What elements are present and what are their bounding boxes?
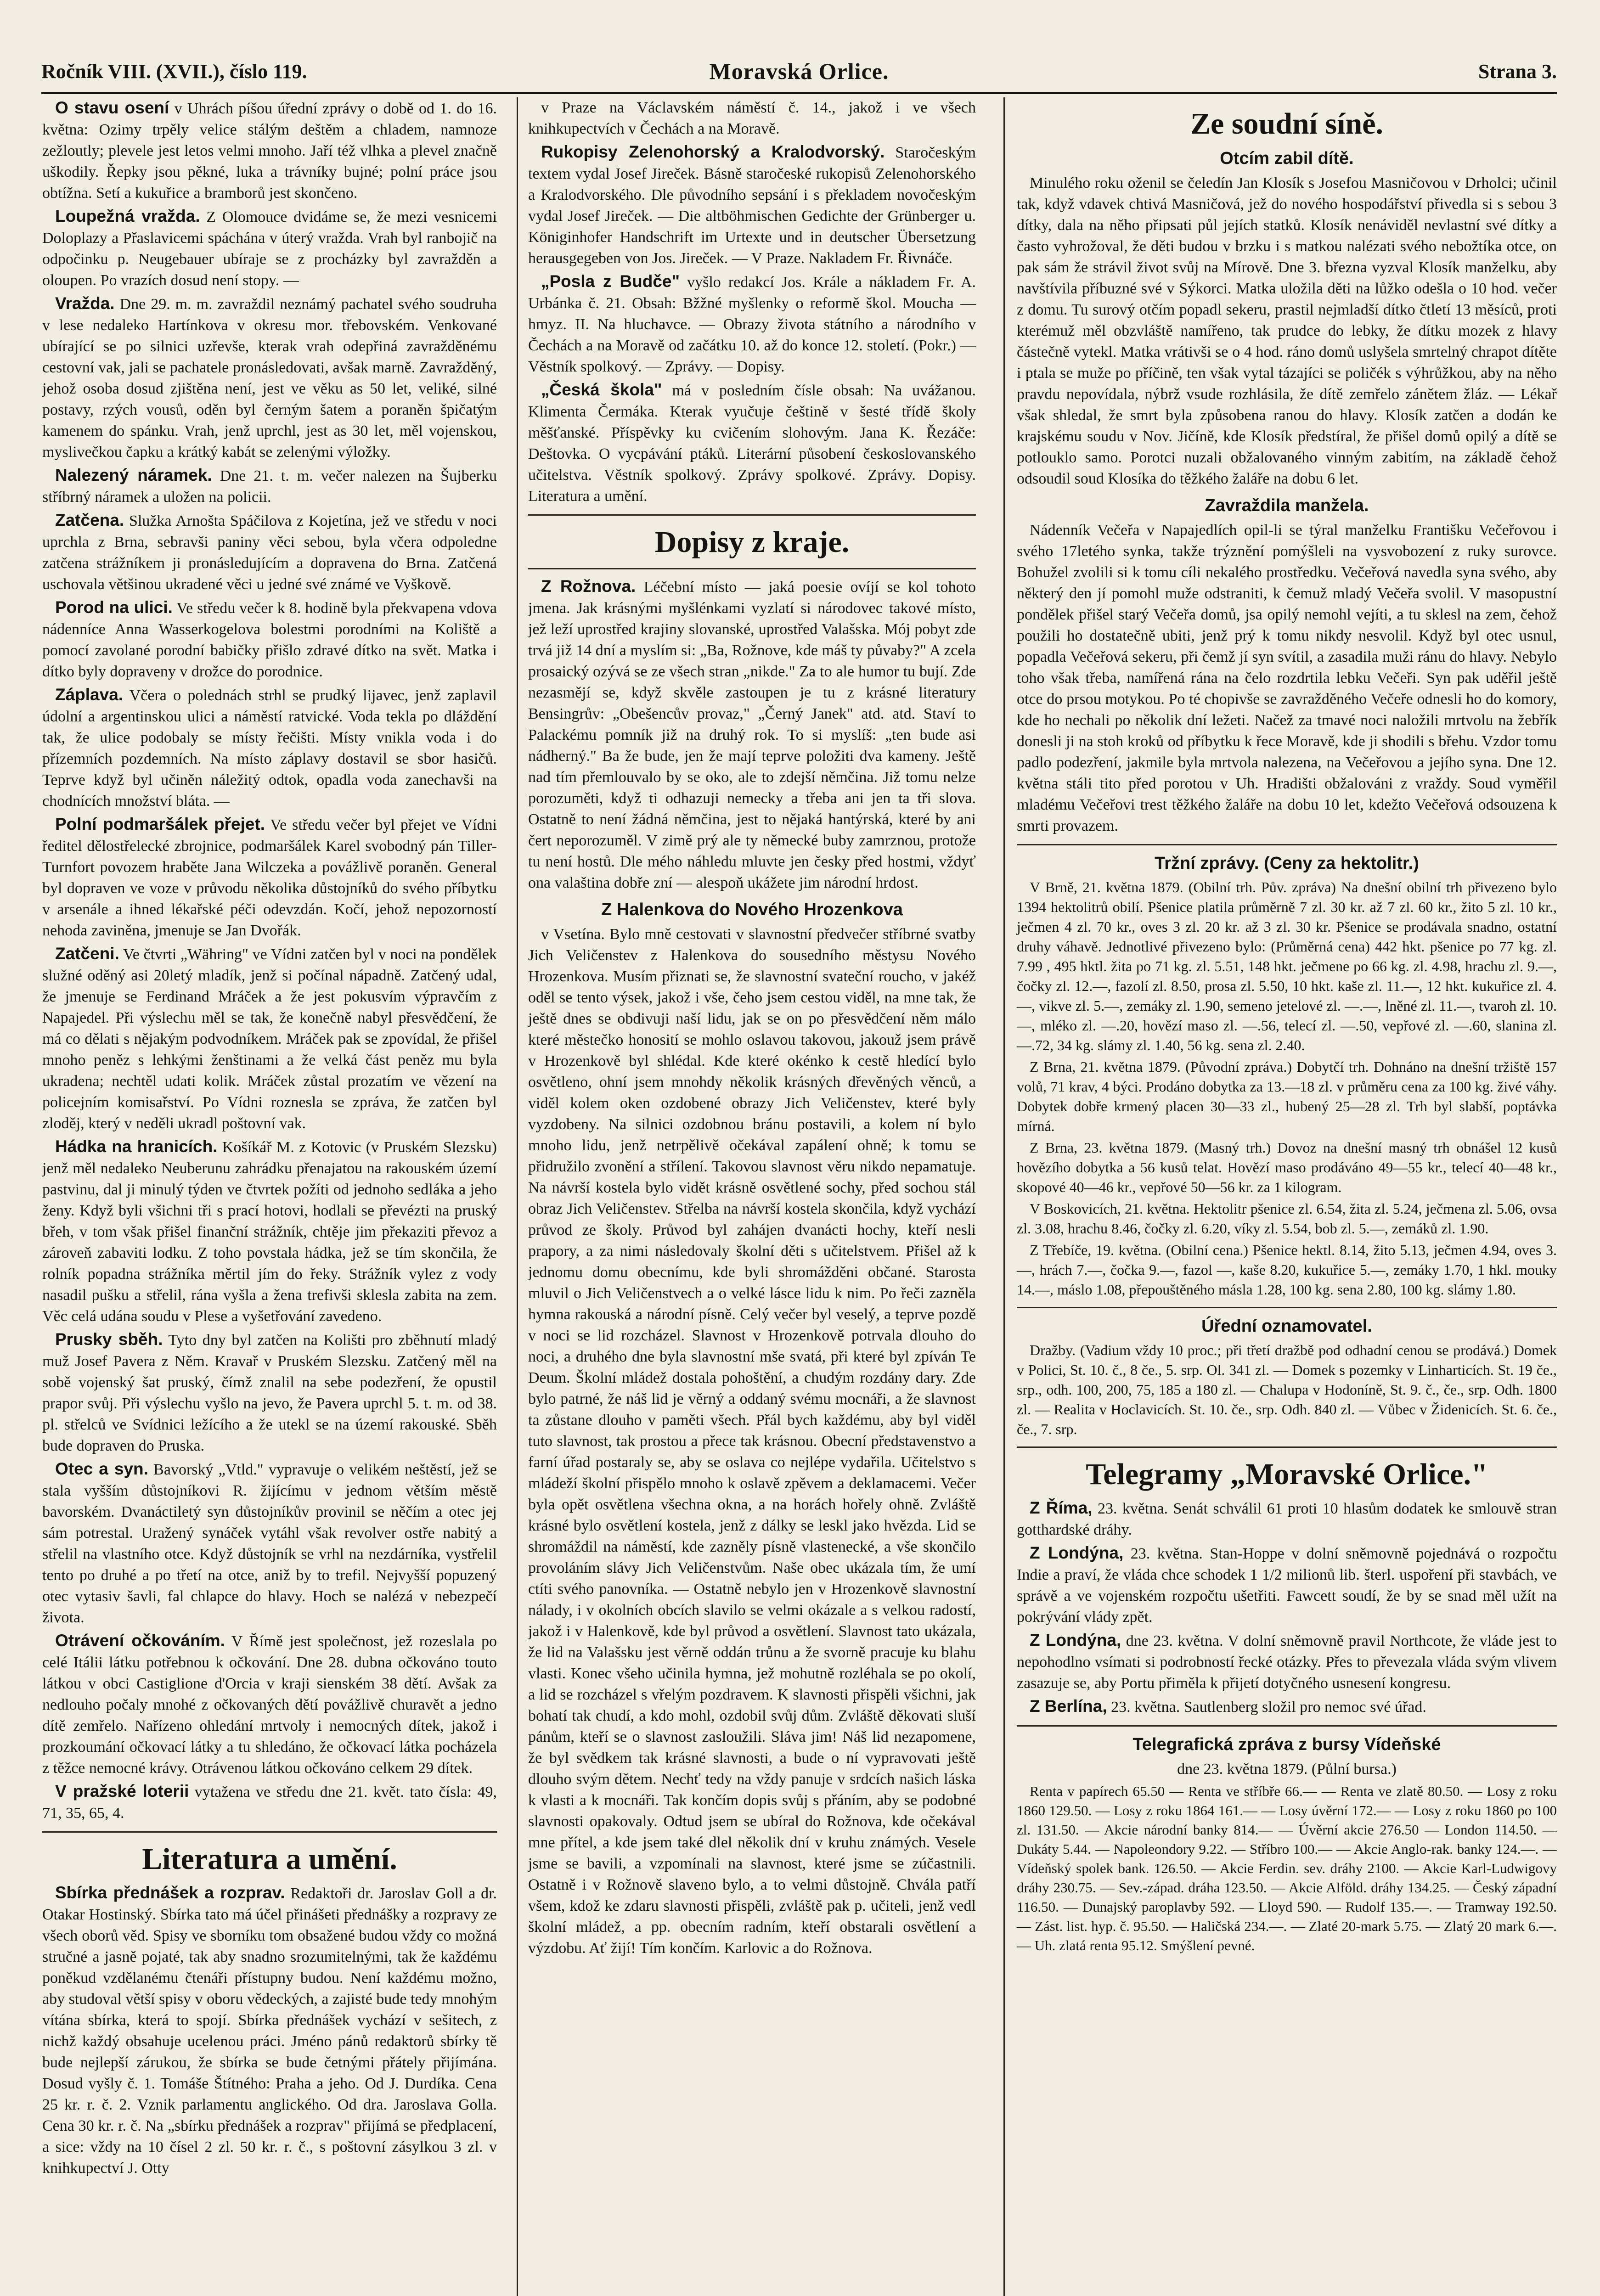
telegram-item: Z Londýna, dne 23. května. V dolní sněmovně pravil Northcote, že vláde jest to nepohodlno vsímati si podrobností řecké otázky. Přes to převezala vláda svým vlivem zasazuje se, aby Portu přiměla k přijetí dotyčného usnesení kongresu. xyxy=(1017,1631,1557,1692)
letter-item: v Vsetína. Bylo mně cestovati v slavnostní předvečer stříbrné svatby Jich Veličenstev z Halenkova do sousedního městysu Nového Hrozenkova. Musím přiznati se, že slavnostní svateční roucho, v jakéž oděl se tento výsek, jakož i vše, čeho jsem cestou viděl, na mne tak, že ještě dnes se obdivuji naší lidu, jak se on po přesvědčení něm málo které městečko honosití se mohlo oslavou takovou, jakouž jsem právě v Hrozenkově byl shlédal. Kde které okénko k cestě hledící bylo osvětleno, ohní jsem mnohdy několik krásných dřevěných věnců, a viděl kolem oken ozdobené obrazy Jich Veličenstev, které byly vyzdobeny. Na silnici ozdobnou bránu postavili, a kolem ní bylo mnoho lidu, jenž netrpělivě očekával zapálení ohně; k tomu se přidružilo zvonění a střílení. Takovou slavnost věru nikdo nepamatuje. Na návrší kostela bylo vidět krásně osvětlené sochy, před sochou stál obraz Jich Veličenstev. Střelba na návrší kostela skončila, když vychází průvod ze školy. Průvod byl zahájen dvanácti hochy, kteří nesli prapory, a za nimi následovaly školní děti s učitelstvem. Přišel až k jednomu domu obecnímu, kde byli shromážděni občané. Starosta mluvil o Jich Veličenstvech a o velké lásce lidu k nim. Po řeči zazněla hymna rakouská a národní písně. Celý večer byl veselý, a teprve pozdě v noci se lid rozcházel. Slavnost v Hrozenkově potrvala dlouho do noci, a druhého dne byla slavnostní mše svatá, při které byl zpíván Te Deum. Školní mládež dostala pohoštění, a chudým rozdány dary. Zde bylo patrné, že náš lid je věrný a oddaný svému mocnáři, a že slavnost ta zůstane dlouho v paměti všech. Přál bych každému, aby byl viděl tuto slavnost, tak prostou a přece tak krásnou. Obecní představenstvo a farní úřad postaraly se, aby se oslava co nejlépe vydařila. Učitelstvo s mládeží školní přispělo mnoho k oslavě zpěvem a deklamacemi. Večer byla opět osvětlena všechna okna, a na horách hořely ohně. Zvláště krásné bylo osvětlení kostela, jenž z dálky se leskl jako hvězda. Lid se shromáždil na náměstí, kde zazněly písně vlastenecké, a vše skončilo provoláním slávy Jich Veličenstvům. Naše obec ukázala tím, že umí ctíti svého panovníka. — Ostatně nebylo jen v Hrozenkově slavnostní nálady, i v okolních obcích slavilo se velmi okázale a s velkou radostí, jakož i v Halenkově, kde byl průvod a osvětlení. Slavnost tato ukázala, že lid na Valašsku jest věrně oddán trůnu a že svorně pracuje ku blahu vlasti. Konec všeho učinila hymna, jež mohutně rozléhala se po okolí, a lid se rozcházel s vřelým pozdravem. K slavnosti přispěli všichni, jak bohatí tak chudí, a kdo mohl, ozdobil svůj dům. Zvláště děkovati sluší pánům, kteří se o slavnost zasloužili. Sláva jim! Náš lid nezapomene, že byl svědkem tak krásné slavnosti, a bude o ní vypravovati ještě dlouho svým dětem. Nechť tedy na vždy panuje v srdcích našich láska k vlasti a k mocnáři. Tak končím dopis svůj s přáním, aby se podobné slavnosti opakovaly. Odtud jsem se ubíral do Rožnova, kde očekával mne přítel, a kde jsem také dlel několik dní v kruhu známých. Vesele jsme se bavili, a vzpomínali na slavnost, které jsme se zúčastnili. Ostatně i v Rožnově slaveno bylo, a to velmi důstojně. Chvála patří všem, kdož ke zdaru slavnosti přispěli, zvláště pak p. učiteli, jenž vedl školní mládež, a pp. obecním radním, kteří obstarali osvětlení a výzdobu. Ať žijí! Tím končím. Karlovic a do Rožnova. xyxy=(528,926,976,1957)
news-item: Záplava. Včera o polednách strhl se prudký lijavec, jenž zaplavil údolní a argentinskou ulici a náměstí ratvické. Voda tekla po dláždění tak, že ulice podobaly se místy řečišti. Místy vnikla voda i do přízemních pozdemních. Na místo záplavy dostavil se sbor hasičů. Teprve když byl učiněn náležitý odtok, opadla voda zanechavši na chodnících množství bláta. — xyxy=(42,685,497,810)
section-divider xyxy=(528,514,976,516)
court-item: Minulého roku oženil se čeledín Jan Klosík s Josefou Masničovou v Drholci; učinil tak, když vdavek chtivá Masničová, jež do nového hospodářství přivedla si s sebou 3 dítky, dala na něho připsati půl jejích statků. Klosík nenáviděl nevlastní své dítky a často vyhrožoval, že děti budou v brzku i s matkou nalézati svého nebožtíka otce, on pak sám že strávil život svůj na Mírově. Dne 3. března vyzval Klosík manželku, aby navštívila příbuzné své v Sýkorci. Matka uložila děti na lůžko odešla o 10 hod. večer z domu. Tu surový otčím popadl sekeru, prastil nejmladší dítko čtletí 13 měsíců, proti kterémuž měl obzvláště namířeno, tak prudce do lebky, že dítku mozek z hlavy částečně vytekl. Matka vrátivši se o 4 hod. ráno domů uslyšela smrtelný chrapot dítěte i ptala se muže po příčině, ten však vytal tázajíci se poličék s výhrůžkou, aby na něho pravdu nepovídala, nýbrž vsude rozhlásila, že dítě zemřelo zánětem žláz. — Lékař však shledal, že smrt byla způsobena ranou do hlavy. Klosík zatčen a dodán ke krajskému soudu v Nov. Jičíně, kde Klosík předstíral, že přišel domů opilý a dítě se potlouklo samo. Porotci nuzali obžalovaného vinným zabitím, na základě čehož odsoudil soud Klosíka do těžkého žaláře na dobu 6 let. xyxy=(1017,174,1557,487)
news-item: O stavu osení v Uhrách píšou úřední zprávy o době od 1. do 16. května: Ozimy trpěly velice stálým deštěm a chladem, namnoze zežloutly; plevele jest letos velmi mnoho. Jaří též vlhka a plevel značně uškodily. Řepky jsou pěkné, luka a trávníky bujné; polní práce jsou obtížna. Setí a kukuřice a bramborů jest skončeno. xyxy=(42,98,497,202)
news-item: Prusky sběh. Tyto dny byl zatčen na Kolišti pro zběhnutí mladý muž Josef Pavera z Něm. Kravař v Pruském Slezsku. Zatčený měl na sobě vojenský šat pruský, čímž znalil na sebe podezření, že opustil prapor svůj. Při výslechu vyšlo na jevo, že Pavera uprchl 5. t. m. od 38. pl. střelců ve Svídnici ležícího a že utekl se na území rakouské. Sběh bude dopraven do Pruska. xyxy=(42,1330,497,1454)
news-item: Polní podmaršálek přejet. Ve středu večer byl přejet ve Vídni ředitel dělostřelecké zbrojnice, podmaršálek Karel svobodný pán Tiller-Turnfort povozem hraběte Jana Wilczeka a povážlivě poraněn. General byl dopraven ve voze v průvodu několika důstojníků do svého příbytku v arsenále a ihned lékařské péči odevzdán. Kočí, jehož nepozorností nehoda zaviněna, jmenuje se Jan Dvořák. xyxy=(42,815,497,939)
issue-number: Ročník VIII. (XVII.), číslo 119. xyxy=(41,60,307,83)
news-item: Hádka na hranicích. Košíkář M. z Kotovic (v Pruském Slezsku) jenž měl nedaleko Neuberunu zahrádku přenajatou na rakouském území pastvinu, dal ji minulý týden ve čtvrtek požíti od jednoho sedláka a jeho ženy. Když byli všichni tři s prací hotovi, hodlali se převézti na pruský břeh, v tom však přišel finanční strážník, chtěje jim překaziti převoz a zároveň zabaviti lodku. Z toho povstala hádka, jež se tím skončila, že rolník popadna strážníka měrtil jím do řeky. Strážník vylez z vody nasadil pušku a střelil, rána vyšla a žena trefivši sklesla zabita na zem. Věc celá udána soudu v Plese a vyšetřování zavedeno. xyxy=(42,1137,497,1325)
literature-item: Sbírka přednášek a rozprav. Redaktoři dr. Jaroslav Goll a dr. Otakar Hostinský. Sbírka tato má účel přinášeti přednášky a rozpravy ze všech oborů věd. Spisy ve sborníku tom obsažené budou vždy co možná stručné a jasně pojaté, tak aby snadno srozumitelnými, tak že každému poněkud vzdělanému čtenáři přístupny budou. Není každému možno, aby studoval větší spisy v oboru vědeckých, a zajisté bude tedy mnohým vítána sbírka, která to spojí. Sbírka přednášek vychází v sešitech, z nichž každý obsahuje ucelenou práci. Jméno pánů redaktorů sbírky tě bude nejlepší zárukou, že sbírka se bude četnými přátely přijímána. Dosud vyšly č. 1. Tomáše Štítného: Praha a jeho. Od J. Durdíka. Cena 25 kr. r. č. 2. Vznik parlamentu anglického. Od dra. Jaroslava Golla. Cena 30 kr. r. č. Na „sbírku přednášek a rozprav" přijímá se předplacení, a sice: vždy na 10 čísel 2 zl. 50 kr. r. č., s poštovní zásylkou 3 zl. v knihkupectví J. Otty xyxy=(42,1883,497,2177)
literature-item: „Česká škola" má v posledním čísle obsah: Na uvážanou. Klimenta Čermáka. Kterak vyučuje češtině v šesté třídě školy měšťanské. Příspěvky ku cvičením slohovým. Jana K. Řezáče: Deštovka. O vycpávání ptáků. Literární působení českoslovanského učitelstva. Věstník spolkový. Zprávy spolkové. Zprávy. Dopisy. Literatura a umění. xyxy=(528,380,976,505)
news-item: Otec a syn. Bavorský „Vtld." vypravuje o velikém neštěstí, jež se stala vyšším důstojníkovi R. žijícímu v jednom větším městě bavorském. Dvanáctiletý syn důstojníkův provinil se něčím a otec jej sám potrestal. Uražený synáček vytáhl však revolver ostře nabitý a střelil na vlastního otce. Když důstojník se vrhl na nezdárníka, vystřelil tento po druhé a po třetí na otce, aniž by to trefil. Nejvyšší popuzený otec vytasiv šavli, fal chlapce do hlavy. Hoch se nalézá v nebezpečí života. xyxy=(42,1459,497,1626)
section-divider xyxy=(528,568,976,569)
section-divider xyxy=(42,1831,497,1833)
court-section-title: Ze soudní síně. xyxy=(1190,107,1383,141)
letters-section-title: Dopisy z kraje. xyxy=(654,525,850,559)
page-number: Strana 3. xyxy=(1478,60,1557,83)
market-report: V Boskovicích, 21. května. Hektolitr pšenice zl. 6.54, žita zl. 5.24, ječmena zl. 5.06, ovsa zl. 3.08, hrachu 8.46, čočky zl. 6.20, víky zl. 5.54, bob zl. 5.—, zemáků zl. 1.90. xyxy=(1017,1200,1557,1237)
news-item: Zatčena. Služka Arnošta Spáčilova z Kojetína, jež ve středu v noci uprchla z Brna, sebravši paniny věci sebou, byla včera odpoledne zatčena strážníkem ji pronásledujícím a dopravena do Brna. Zatčená uschovala většinou ukradené věci u jedné své známé ve Vyškově. xyxy=(42,511,497,593)
market-report: V Brně, 21. května 1879. (Obilní trh. Pův. zpráva) Na dnešní obilní trh přivezeno bylo 1394 hektolitrů obilí. Pšenice platila průměrně 7 zl. 30 kr. až 7 zl. 60 kr., žito 5 zl. 10 kr., ječmen 4 zl. 70 kr., oves 3 zl. 20 kr. až 3 zl. 30 kr. Pšenice se prodávala snadno, ostatní druhy váhavě. Jednotlivé přivezeno bylo: (Průměrná cena) 442 hkt. pšenice po 77 kg. zl. 7.99 , 495 hktl. žita po 71 kg. zl. 5.51, 148 hkt. ječmene po 66 kg. zl. 4.98, hrachu zl. 9.—, čočky zl. 12.—, fazolí zl. 8.50, prosa zl. 5.50, 10 hkt. kaše zl. 11.—, 12 hkt. kukuřice zl. 4.—, vikve zl. 5.—, zemáky zl. 1.90, semeno jetelové zl. —.—, lněné zl. 11.—, tvaroh zl. 10.—, mléko zl. —.20, hovězí maso zl. —.56, telecí zl. —.50, vepřové zl. —.60, slanina zl. —.72, 34 kg. slámy zl. 1.40, 56 kg. sena zl. 2.40. xyxy=(1017,879,1557,1053)
official-notices-title: Úřední oznamovatel. xyxy=(1201,1317,1372,1336)
news-item: V pražské loterii vytažena ve středu dne 21. květ. tato čísla: 49, 71, 35, 65, 4. xyxy=(42,1782,497,1822)
news-item: Porod na ulici. Ve středu večer k 8. hodině byla překvapena vdova nádenníce Anna Wasserkogelova bolestmi porodními na Koliště a pomocí zavolané porodní babičky přišlo zdravé dítko na svět. Matka i dítko byly dopraveny v drožce do porodnice. xyxy=(42,598,497,680)
literature-item: Rukopisy Zelenohorský a Kralodvorský. Staročeským textem vydal Josef Jireček. Básně staročeské rukopisů Zelenohorského a Kralodvorského. Dle původního sepsání i s překladem novočeským vydal Josef Jireček. — Die altböhmischen Gedichte der Grünberger u. Königinhofer Handschrift im Urtexte und in deutscher Übersetzung herausgegeben von Jos. Jireček. — V Praze. Nakladem Fr. Řivnáče. xyxy=(528,142,976,267)
literature-continued: v Praze na Václavském náměstí č. 14., jakož i ve všech knihkupectvích v Čechách a na Moravě. xyxy=(528,99,976,137)
market-section-title: Tržní zprávy. (Ceny za hektolitr.) xyxy=(1155,854,1419,873)
section-divider xyxy=(1017,844,1557,845)
telegrams-section-title: Telegramy „Moravské Orlice." xyxy=(1086,1458,1488,1491)
section-divider xyxy=(1017,1725,1557,1727)
letter-item: Z Rožnova. Léčební místo — jaká poesie ovíjí se kol tohoto jmena. Jak krásnými myšlénkami vyzlatí si národovec takové místo, jež leží uprostřed krajiny slovanské, uprostřed Valašska. Mój pobyt zde trvá již 14 dní a myslím si: „Ba, Rožnove, kde máš ty půvaby?" A zcela prosaický ozývá se ze všech stran „nikde." Za to ale humor tu bují. Zde nezasmějí se, když skvěle zastoupen je tu z krásné literatury Bensingrův: „Obešencův provaz," „Černý Janek" atd. atd. Staví to Palackému pomník již na druhý rok. To si myslíš: „ten bude asi nádherný." Ba že bude, jen že mají teprve položiti dva kameny. Ještě nad tím přemlouvalo by se oko, ale to zdejší němčina. Již tomu nelze porozuměti, když ti odhazuji nemecky a třeba ani jen ta tři slova. Ostatně to není žádná němčina, jest to nějaká hantýrská, které by ani čert neporozuměl. V zimě prý ale ty německé buby zamrznou, protože tu není hostů. Dle mého náhledu mluvte jen česky před hostmi, vždyť ona valaština dobře zní — alespoň ukážete jim národní hrdost. xyxy=(528,577,976,891)
news-item: Vražda. Dne 29. m. m. zavraždil neznámý pachatel svého soudruha v lese nedaleko Hartínkova v okresu mor. třebovském. Venkované ubírající se po silnici uzřevše, kterak vrah odepřiná zavražděnému cestovní vak, jali se pachatele pronásledovati, avšak marně. Zavražděný, jehož osoba dosud zjištěna není, jest ve věku as 50 let, veliké, silné postavy, rzých vousů, oděn byl černým šatem a poraněn špičatým kamenem do spánku. Vrah, jenž uprchl, jest as 30 let, měl vojenskou, myslivečkou čapku a krátký kabát se zelenými výložky. xyxy=(42,294,497,461)
market-report: Z Brna, 23. května 1879. (Masný trh.) Dovoz na dnešní masný trh obnášel 12 kusů hovězího dobytka a 56 kusů telat. Hovězí maso prodáváno 49—55 kr., telecí 40—48 kr., skopové 40—46 kr., vepřové 50—56 kr. za 1 kilogram. xyxy=(1017,1139,1557,1195)
letter-heading: Z Halenkova do Nového Hrozenkova xyxy=(601,900,903,919)
stock-exchange-report: Renta v papírech 65.50 — Renta ve stříbře 66.— — Renta ve zlatě 80.50. — Losy z roku 1860 129.50. — Losy z roku 1864 161.— — Losy úvěrní 172.— — Losy z roku 1860 po 100 zl. 131.50. — Akcie národní banky 814.— — Úvěrní akcie 276.50 — London 114.50. — Dukáty 5.44. — Napoleondory 9.22. — Stříbro 100.— — Akcie Anglo-rak. banky 124.—. — Vídeňský spolek bank. 126.50. — Akcie Ferdin. sev. dráhy 2100. — Akcie Karl-Ludwigovy dráhy 230.75. — Sev.-západ. dráha 123.50. — Akcie Alföld. dráhy 134.25. — Český západní 116.50. — Dunajský paroplavby 592. — Lloyd 590. — Rudolf 135.—. — Tramway 192.50. — Zást. list. hyp. č. 95.50. — Haličská 234.—. — Zlaté 20-mark 5.75. — Zlatý 20 mark 6.—. — Uh. zlatá renta 95.12. Smýšlení pevné. xyxy=(1017,1783,1557,1953)
stock-exchange-date: dne 23. května 1879. (Půlní bursa.) xyxy=(1177,1761,1397,1778)
court-case-title: Otcím zabil dítě. xyxy=(1220,149,1354,168)
news-item: Otrávení očkováním. V Římě jest společnost, jež rozeslala po celé Itálii látku potřebnou k očkování. Dne 28. dubna očkováno touto látkou v obci Castiglione d'Orcia v kraji sienském 38 dětí. Avšak za nedlouho počaly mnohé z očkovaných dětí povážlivě churavět a jedno dítě zemřelo. Nařízeno ohledání mrtvoly i nemocných dítek, jakož i prozkoumání očkovací látky a tu shledáno, že očkovací látka pocházela z těžce nemocné krávy. Otrávenou látkou očkováno celkem 29 dítek. xyxy=(42,1631,497,1777)
masthead xyxy=(41,50,1557,94)
literature-item: „Posla z Budče" vyšlo redakcí Jos. Krále a nákladem Fr. A. Urbánka č. 21. Obsah: Bžžné myšlenky o reformě škol. Moucha — hmyz. II. Na hluchavce. — Obrazy života státního a národního v Čechách a na Moravě od začátku 10. až do konce 12. století. (Pokr.) — Věstník spolkový. — Zprávy. — Dopisy. xyxy=(528,272,976,375)
telegram-item: Z Londýna, 23. května. Stan-Hoppe v dolní sněmovně pojednává o rozpočtu Indie a praví, že vláda chce schodek 1 1/2 milionů lib. šterl. uspoření při stavbách, ve správě a ve vojenském rozpočtu ušetřiti. Fawcett soudí, že by se snad měl užít na pokrývání vlády zpět. xyxy=(1017,1543,1557,1626)
stock-exchange-title: Telegrafická zpráva z bursy Vídeňské xyxy=(1132,1735,1441,1754)
literature-section-title: Literatura a umění. xyxy=(142,1842,397,1876)
section-divider xyxy=(1017,1307,1557,1308)
news-item: Zatčeni. Ve čtvrti „Währing" ve Vídni zatčen byl v noci na pondělek služné oděný asi 20letý mladík, jenž si počínal nápadně. Zatčený udal, že jmenuje se Ferdinand Mráček a že jest pokusvím výpravčím z Napajedel. Při výslechu měl se tak, že konečně nabyl přesvědčení, že má co dělati s nějakým podvodníkem. Mráček pak se zpovídal, že přišel mnoho peněz s lehkými ženštinami a že velká část peněz mu byla ukradena; nechtěl udati kolik. Mráček zůstal prozatím ve vězení na policejním komisařství. Po Vídni roznesla se zpráva, že zatčen byl zloděj, který v neděli ukradl poštovní vak. xyxy=(42,944,497,1132)
market-report: Z Brna, 21. května 1879. (Původní zpráva.) Dobytčí trh. Dohnáno na dnešní tržiště 157 volů, 71 krav, 4 býci. Prodáno dobytka za 13.—18 zl. v průměru cena za 100 kg. živé váhy. Dobytek dobře krmený placen 30—33 zl., hubený 25—28 zl. Trh byl slabší, poptávka mírná. xyxy=(1017,1058,1557,1134)
news-item: Nalezený náramek. Dne 21. t. m. večer nalezen na Šujberku stříbrný náramek a uložen na policii. xyxy=(42,466,497,506)
telegram-item: Z Berlína, 23. května. Sautlenberg složil pro nemoc své úřad. xyxy=(1030,1697,1426,1716)
column-middle xyxy=(517,97,976,2296)
news-item: Loupežná vražda. Z Olomouce dvidáme se, že mezi vesnicemi Doloplazy a Přaslavicemi spáchána v úterý vražda. Vrah byl ranbojič na odpočinku p. Neugebauer ubíraje se z procházky byl zavražděn a oloupen. Po vrazích dosud není stopy. — xyxy=(42,207,497,289)
column-left xyxy=(42,97,497,2296)
official-notices: Dražby. (Vadium vždy 10 proc.; při třetí dražbě pod odhadní cenou se prodává.) Domek v Polici, St. 10. č., 8 če., 5. srp. Ol. 341 zl. — Domek s pozemky v Linharticích. St. 19 če., srp., odh. 100, 200, 75, 185 a 180 zl. — Chalupa v Hodoníně, St. 9. č., če., srp. Odh. 1800 zl. — Realita v Hoclavicích. St. 10. če., srp. Odh. 840 zl. — Vůbec v Židenicích. St. 6. če., če., 7. srp. xyxy=(1017,1342,1557,1437)
telegram-item: Z Říma, 23. května. Senát schválil 61 proti 10 hlasům dodatek ke smlouvě stran gotthardské dráhy. xyxy=(1017,1498,1557,1538)
newspaper-title: Moravská Orlice. xyxy=(709,58,889,84)
section-divider xyxy=(1017,1446,1557,1448)
market-report: Z Třebíče, 19. května. (Obilní cena.) Pšenice hektl. 8.14, žito 5.13, ječmen 4.94, oves 3.—, hrách 7.—, čočka 9.—, fazol —, kaše 8.20, kukuřice 5.—, zemáky 1.70, 1 hkl. mouky 14.—, máslo 1.08, přepouštěného másla 1.28, 100 kg. sena 2.80, 100 kg. slámy 1.80. xyxy=(1017,1242,1557,1298)
court-case-title: Zavraždila manžela. xyxy=(1205,496,1369,515)
column-right xyxy=(1003,97,1557,2296)
court-item: Nádenník Večeřa v Napajedlích opil-li se týral manželku Františku Večeřovou i svého 17letého synka, takže trýznění pomýšleli na vysvobození z ruky surovce. Bohužel zvolili si k tomu cíli nekalého prostředku. Večeřová navedla syna svého, aby některý den jí pomohl muže odstraniti, k čemuž mladý Večeřa svolil. V masopustní pondělek přišel starý Večeřa domů, jsa opilý nemohl vejíti, a tu sklesl na zem, čehož použili ho dostatečně ubiti, jenž prý k tomu nikdy nesvolil. Když byl otec usnul, popadla Večeřová sekeru, při čemž jí syn svítil, a zasadila muži ránu do hlavy. Nebylo toho však třeba, namířená rána na čelo rozdrtila lebku Večeři. Syn pak uděřil ještě otce do prsou motykou. Po té chopivše se zavražděného Večeře odnesli ho do komory, kde ho nechali po několik dní ležeti. Načež za tmavé noci naložili mrtvolu na žebřík donesli ji na stoh kroků od příbytku k řece Moravě, kde ji shodili s břehu. Vzdor tomu padlo podezření, jakmile byla mrtvola nalezena, na Večeřovou a jejího syna. Dne 12. května stáli tito před porotou v Uh. Hradišti obžalováni z vraždy. Soud vyměřil mladému Večeřovi trest těžkého žaláře na dobu 10 let, kdežto Večeřová odsouzena k smrti provazem. xyxy=(1017,522,1557,834)
